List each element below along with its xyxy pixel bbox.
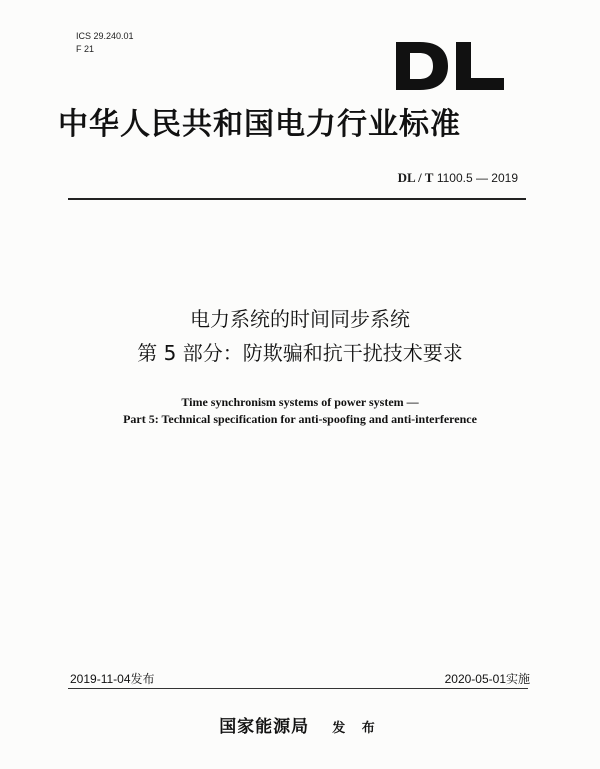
publisher-action: 发 布: [332, 721, 381, 736]
standard-code-prefix: DL / T: [397, 170, 434, 185]
ccs-code: F 21: [76, 44, 95, 54]
footer-divider: [68, 688, 528, 689]
chinese-title: [0, 302, 600, 370]
ics-code: ICS 29.240.01: [76, 31, 134, 41]
english-title-line-1: Time synchronism systems of power system —: [181, 395, 419, 409]
implementation-date: 2020-05-01实施: [444, 672, 530, 686]
classification-codes: [76, 30, 134, 56]
publisher-line: [0, 712, 600, 737]
english-title: [0, 394, 600, 428]
header-divider: [68, 198, 526, 200]
chinese-title-line-1: 电力系统的时间同步系统: [190, 307, 410, 331]
english-title-line-2: Part 5: Technical specification for anti-spoofing and anti-interference: [123, 412, 477, 426]
publisher-org: 国家能源局: [219, 717, 310, 737]
standard-code-number: 1100.5 — 2019: [436, 171, 518, 185]
chinese-title-line-2: 第 5 部分：防欺骗和抗干扰技术要求: [137, 341, 463, 365]
standard-category-title: 中华人民共和国电力行业标准: [58, 107, 461, 142]
issue-date: 2019-11-04发布: [70, 672, 155, 686]
standard-code: [398, 170, 518, 186]
dl-logo: [394, 42, 506, 90]
